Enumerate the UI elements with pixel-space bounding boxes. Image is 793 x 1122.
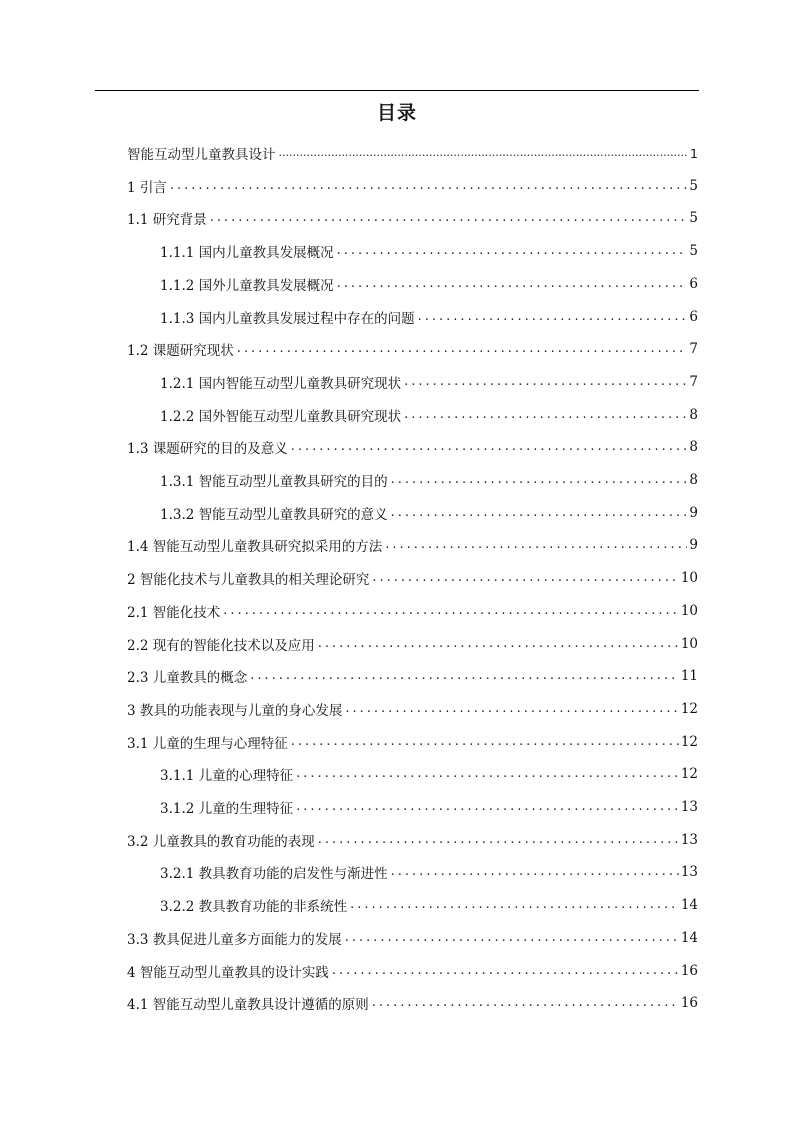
toc-page-number: 16 [680,962,698,979]
toc-page-number: 8 [689,406,698,423]
toc-entry[interactable] [127,726,698,758]
dot-leader [237,339,688,359]
dot-leader [372,993,679,1013]
toc-entry-title: 1.1.1 国内儿童教具发展概况 [160,245,334,262]
toc-entry-title: 4 智能互动型儿童教具的设计实践 [127,964,329,981]
dot-leader [318,830,679,850]
toc-entry-title: 3.2.2 教具教育功能的非系统性 [160,899,348,916]
toc-entry-title: 1.2 课题研究现状 [127,343,234,360]
toc-page-number: 8 [689,439,698,456]
toc-page-number: 14 [680,897,698,914]
toc-entry[interactable] [127,333,698,365]
dot-leader [296,797,679,817]
toc-entry-title: 智能互动型儿童教具设计 [127,147,276,163]
toc-entry[interactable] [160,268,698,300]
toc-entry[interactable] [160,889,698,921]
toc-entry-title: 1.3.2 智能互动型儿童教具研究的意义 [160,506,388,523]
toc-page-number: 7 [689,373,698,390]
dot-leader [372,568,678,588]
toc-entry-title: 1.2.2 国外智能互动型儿童教具研究现状 [160,408,402,425]
toc-page-number: 6 [689,308,698,325]
toc-page-number: 8 [689,472,698,488]
toc-page-number: 13 [680,864,698,881]
toc-page-number: 1 [690,145,698,161]
toc-entry-title: 3.3 教具促进儿童多方面能力的发展 [127,931,342,948]
toc-entry-title: 1.1.3 国内儿童教具发展过程中存在的问题 [160,310,415,327]
toc-entry[interactable] [127,628,698,660]
toc-page-number: 14 [680,929,698,946]
dot-leader [318,634,679,654]
toc-entry[interactable] [127,529,698,561]
toc-page-number: 6 [689,275,698,292]
toc-entry-title: 2 智能化技术与儿童教具的相关理论研究 [127,572,370,589]
toc-entry-title: 3.2.1 教具教育功能的启发性与渐进性 [160,866,388,883]
toc-page-number: 16 [680,995,698,1012]
dot-leader [391,503,688,523]
toc-entry-title: 3 教具的功能表现与儿童的身心发展 [127,702,343,719]
toc-entry-title: 3.1.2 儿童的生理特征 [160,801,294,817]
toc-entry-title: 3.2 儿童教具的教育功能的表现 [127,833,315,850]
toc-entry-title: 1.2.1 国内智能互动型儿童教具研究现状 [160,375,402,392]
dot-leader [170,176,688,196]
toc-page-number: 13 [680,831,698,848]
toc-page-number: 12 [680,700,698,717]
toc-page-number: 11 [680,668,698,685]
dot-leader [404,405,687,425]
toc-entry[interactable] [127,693,698,725]
dot-leader [350,895,679,915]
toc-entry-title: 3.1.1 儿童的心理特征 [160,768,294,785]
toc-entry[interactable] [127,922,698,954]
toc-entry[interactable] [127,170,698,202]
toc-entry[interactable] [160,235,698,267]
dot-leader [210,208,688,228]
toc-page-number: 12 [680,733,698,750]
toc-page-number: 5 [689,210,698,227]
dot-leader [345,928,679,948]
dot-leader [223,601,679,621]
header-rule [95,90,699,91]
dot-leader [291,437,688,457]
toc-entry[interactable] [160,464,698,496]
toc-page-number: 5 [689,177,698,194]
toc-entry[interactable] [160,301,698,333]
toc-entry[interactable] [127,202,698,234]
toc-entry-title: 2.3 儿童教具的概念 [127,670,248,687]
dot-leader [391,470,688,490]
dot-leader [250,666,679,686]
toc-entry-title: 1.3.1 智能互动型儿童教具研究的目的 [160,474,388,490]
toc-entry[interactable] [160,856,698,888]
toc-entry[interactable] [127,824,698,856]
toc-entry[interactable] [127,955,698,987]
toc-entry-title: 2.2 现有的智能化技术以及应用 [127,637,315,654]
toc-entry[interactable] [127,987,698,1019]
toc-entry[interactable] [160,758,698,790]
toc-entry[interactable] [160,399,698,431]
toc-entry-title: 4.1 智能互动型儿童教具设计遵循的原则 [127,997,369,1014]
dot-leader [296,764,679,784]
toc-page-number: 10 [680,635,698,652]
toc-entry[interactable] [127,137,698,169]
toc-entry[interactable] [127,660,698,692]
dot-leader [332,961,679,981]
toc-entry[interactable] [127,562,698,594]
toc-entry[interactable] [127,431,698,463]
toc-page-number: 13 [680,799,698,815]
toc-page-number: 7 [689,341,698,358]
dot-leader [385,535,687,555]
dot-leader [404,372,687,392]
dot-leader [391,862,679,882]
toc-entry[interactable] [160,791,698,823]
dot-leader [279,143,689,163]
dot-leader [418,307,688,327]
toc-entry-title: 1.1 研究背景 [127,212,207,229]
toc-entry[interactable] [160,366,698,398]
dot-leader [291,732,679,752]
toc-entry-title: 3.1 儿童的生理与心理特征 [127,735,288,752]
toc-entry-title: 1.3 课题研究的目的及意义 [127,441,288,458]
toc-entry-title: 1.1.2 国外儿童教具发展概况 [160,277,334,294]
toc-page-number: 10 [680,602,698,619]
toc-entry[interactable] [160,497,698,529]
toc-page-number: 10 [680,570,698,587]
toc-entry-title: 1.4 智能互动型儿童教具研究拟采用的方法 [127,539,383,556]
dot-leader [337,274,688,294]
toc-page-number: 9 [689,537,698,554]
toc-page-number: 12 [680,766,698,783]
toc-entry-title: 2.1 智能化技术 [127,604,221,621]
dot-leader [337,241,688,261]
toc-entry[interactable] [127,595,698,627]
dot-leader [345,699,678,719]
toc-entry-title: 1 引言 [127,179,167,196]
toc-page-number: 9 [689,504,698,521]
toc-title: 目录 [376,102,417,124]
toc-page-number: 5 [689,243,698,260]
